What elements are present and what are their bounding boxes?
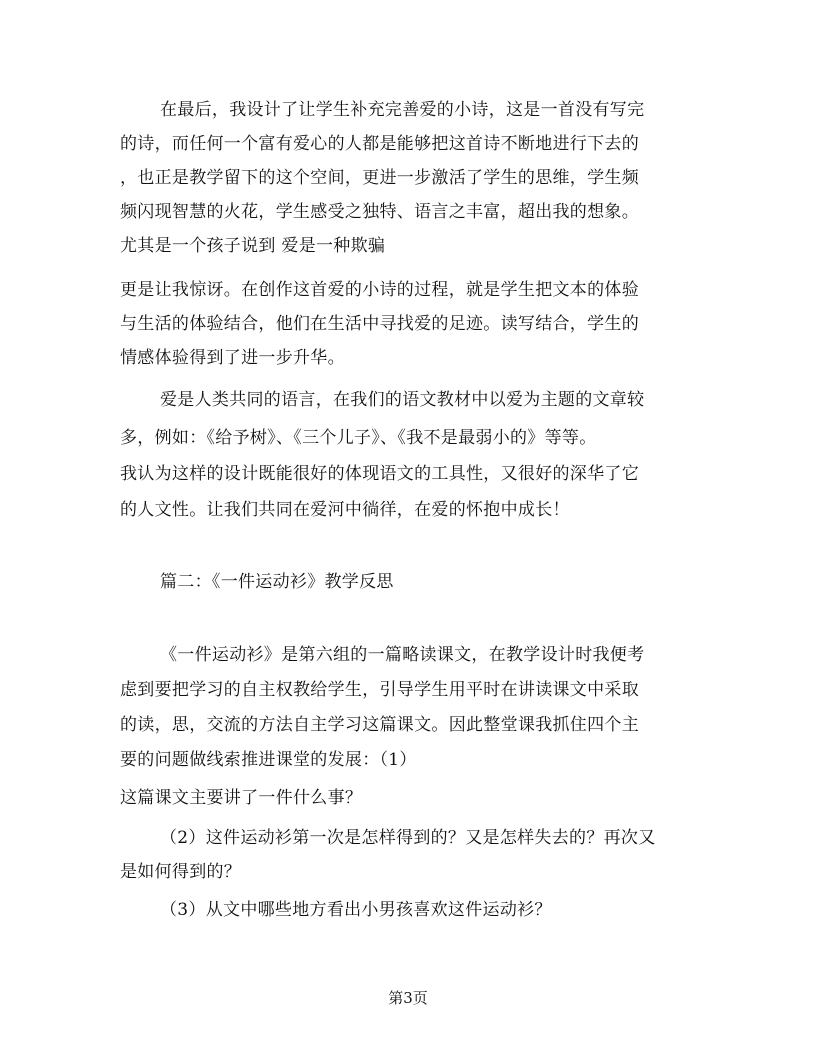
paragraph-1-line-1: 在最后，我设计了让学生补充完善爱的小诗，这是一首没有写完 <box>160 100 645 120</box>
paragraph-1-line-3: ，也正是教学留下的这个空间，更进一步激活了学生的思维，学生频 <box>120 168 639 188</box>
paragraph-1-line-5: 尤其是一个孩子说到 爱是一种欺骗 <box>120 236 386 256</box>
paragraph-3-line-4: 要的问题做线索推进课堂的发展：（1） <box>120 750 417 770</box>
paragraph-2-line-4: 的人文性。让我们共同在爱河中徜徉，在爱的怀抱中成长！ <box>120 500 570 520</box>
page-number: 第3页 <box>388 989 428 1007</box>
paragraph-4-line-1: （2）这件运动衫第一次是怎样得到的？又是怎样失去的？再次又 <box>160 828 656 848</box>
paragraph-1-line-2: 的诗，而任何一个富有爱心的人都是能够把这首诗不断地进行下去的 <box>120 134 639 154</box>
paragraph-5-line-1: （3）从文中哪些地方看出小男孩喜欢这件运动衫？ <box>160 900 552 920</box>
paragraph-3-line-5: 这篇课文主要讲了一件什么事？ <box>120 788 363 808</box>
paragraph-1-line-6: 更是让我惊讶。在创作这首爱的小诗的过程，就是学生把文本的体验 <box>120 280 639 300</box>
paragraph-2-line-1: 爱是人类共同的语言，在我们的语文教材中以爱为主题的文章较 <box>160 390 645 410</box>
paragraph-3-line-2: 虑到要把学习的自主权教给学生，引导学生用平时在讲读课文中采取 <box>120 680 639 700</box>
paragraph-3-line-1: 《一件运动衫》是第六组的一篇略读课文，在教学设计时我便考 <box>160 645 645 665</box>
paragraph-3-line-3: 的读，思，交流的方法自主学习这篇课文。因此整堂课我抓住四个主 <box>120 715 639 735</box>
paragraph-1-line-7: 与生活的体验结合，他们在生活中寻找爱的足迹。读写结合，学生的 <box>120 314 639 334</box>
section-title: 篇二：《一件运动衫》教学反思 <box>160 572 394 592</box>
paragraph-1-line-8: 情感体验得到了进一步升华。 <box>120 348 345 368</box>
paragraph-4-line-2: 是如何得到的？ <box>120 862 242 882</box>
paragraph-1-line-4: 频闪现智慧的火花，学生感受之独特、语言之丰富，超出我的想象。 <box>120 202 639 222</box>
paragraph-2-line-3: 我认为这样的设计既能很好的体现语文的工具性，又很好的深华了它 <box>120 464 639 484</box>
paragraph-2-line-2: 多，例如：《给予树》、《三个儿子》、《我不是最弱小的》等等。 <box>120 428 597 448</box>
